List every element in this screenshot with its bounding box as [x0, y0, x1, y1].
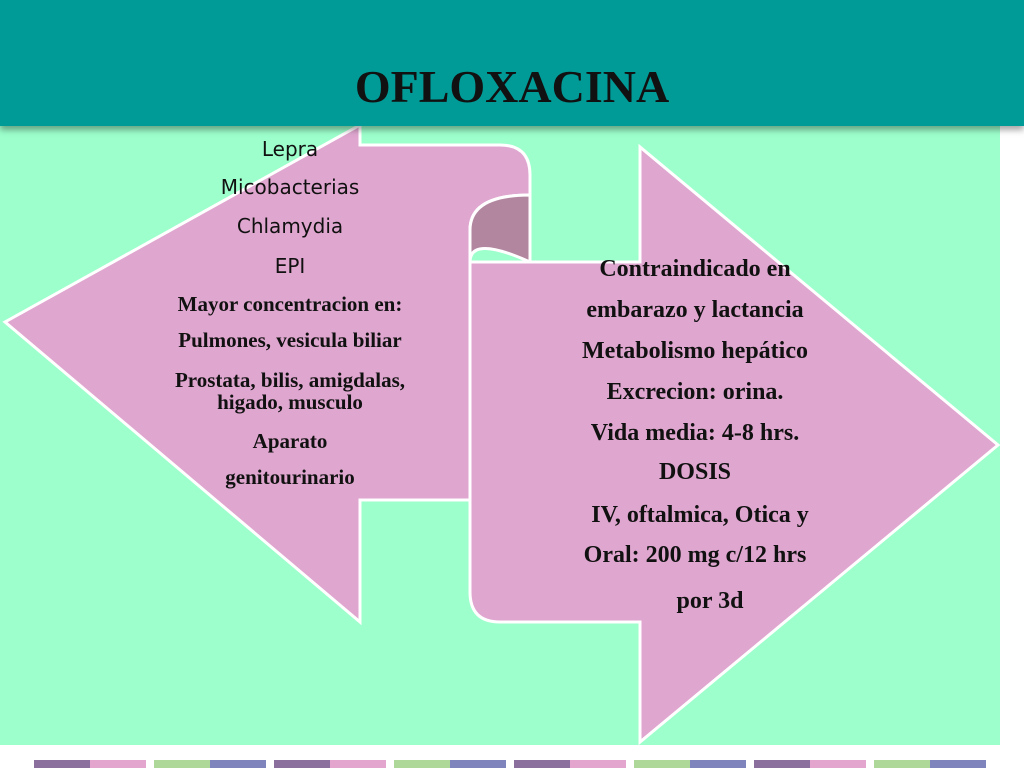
right-line: IV, oftalmica, Otica y	[591, 502, 809, 528]
concentracion-item: Aparato	[252, 429, 328, 453]
concentracion-heading: Mayor concentracion en:	[177, 292, 403, 316]
right-line: DOSIS	[658, 459, 732, 485]
concentracion-item: Pulmones, vesicula biliar	[178, 328, 402, 352]
right-line: por 3d	[676, 588, 744, 614]
right-line: Excrecion: orina.	[606, 379, 784, 405]
right-line: Vida media: 4-8 hrs.	[590, 420, 800, 446]
right-line: Contraindicado en	[599, 256, 791, 282]
right-line: embarazo y lactancia	[586, 297, 804, 323]
slide-title: OFLOXACINA	[354, 61, 670, 112]
left-item-chlamydia: Chlamydia	[236, 214, 344, 238]
left-item-epi: EPI	[274, 254, 306, 278]
left-item-lepra: Lepra	[261, 137, 319, 161]
concentracion-item: Prostata, bilis, amigdalas, higado, musculo	[174, 368, 406, 414]
title-bar	[0, 0, 1024, 126]
right-line: Oral: 200 mg c/12 hrs	[583, 542, 807, 568]
right-line: Metabolismo hepático	[582, 338, 808, 364]
concentracion-item: genitourinario	[225, 465, 355, 489]
left-item-micobacterias: Micobacterias	[220, 175, 360, 199]
